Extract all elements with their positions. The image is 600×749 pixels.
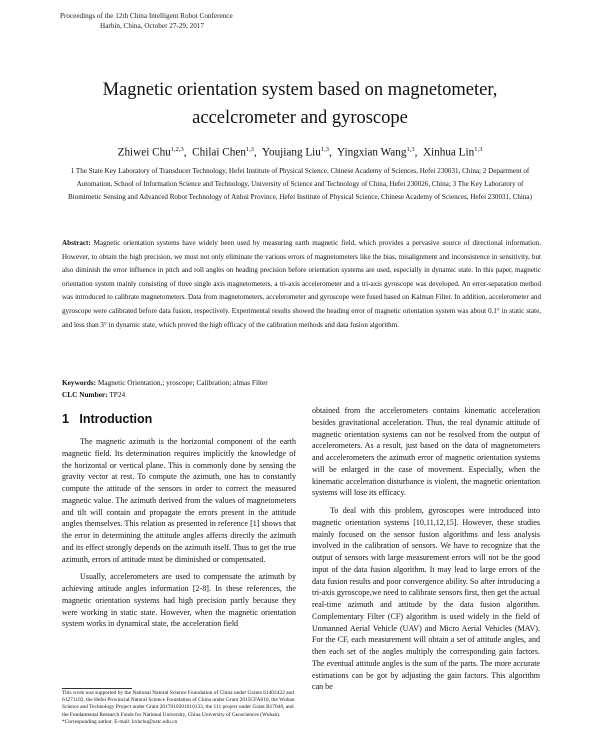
paper-title: [40, 76, 560, 132]
title-line-2: accelcrometer and gyroscope: [192, 108, 408, 128]
footnote: This work was supported by the National Natural Science Foundation of China under Grants 61402422 and 61271102, the Hefei Provincial Natural Science Foundation of China under Grant 2015CFA010, the Wuhan Science and Technology Project under Grant 2017010201010133, the 111 project under Grant B17040, and the Fundamental Research Funds for National University, China University of Geosciences (Wuhan). *Corresponding author. E-mail: lixhchu@ustc.edu.cn: [62, 690, 295, 725]
abstract: [62, 237, 541, 332]
conference-location: Harbin, China, October 27-29, 2017: [100, 22, 204, 30]
author-name: Yingxian Wang: [337, 146, 407, 159]
author-affil-sup: 1,3: [474, 146, 483, 153]
left-column: [62, 410, 296, 636]
section-heading: [62, 410, 296, 428]
title-line-1: Magnetic orientation system based on magnetometer,: [102, 80, 498, 100]
author-affil-sup: 1,2,3: [170, 146, 184, 153]
keywords: [62, 377, 268, 388]
section-number: 1: [62, 412, 69, 426]
section-title: Introduction: [79, 412, 153, 426]
clc-number: [62, 389, 125, 400]
author-affil-sup: 1,3: [245, 146, 255, 153]
clc-label: CLC Number:: [62, 390, 108, 399]
paragraph: The magnetic azimuth is the horizontal component of the earth magnetic field. Its determination requires implicitly the knowledge of the horizontal or vertical plane. This is commonly done by sensing the gravity vector at rest. To compute the azimuth, one has to constantly compute the attitude of the sensors in order to correct the measured magnetic value. The azimuth derived from the values of magnetometers and tilt will contain and propagate the errors present in the attitude angles themselves. This relation as presented in reference [1] shows that the error in determining the attitude angles affects directly the azimuth and its effect strongly depends on the azimuth itself. Thus to get the true azimuth, errors of attitude must be diminished or compensated.: [62, 437, 296, 564]
author-list: Zhiwei Chu$^{1,2,3}$, Chilai Chen$^{1,3}$, Youjiang Liu$^{1,3}$, Yingxian Wang$^{1,3}$, Xinhua Lin$^{1,3}$: [117, 146, 483, 159]
author-affil-sup: 1,3: [320, 146, 330, 153]
footnote-divider: [62, 688, 132, 689]
paragraph: To deal with this problem, gyroscopes were introduced into magnetic orientation systems [10,11,12,15]. However, these studies mainly focused on the sensor fusion algorithms and less analysis involved in the calibration of sensors. We have to recognize that the output of sensors with large measurement errors will not be the good input of the data fusion algorithm. It may lead to large errors of the data fusion results and poor convergence ability. So after introducing a tri-axis gyroscope,we need to calibrate sensors first, then get the actual real-time azimuth and attitude by the data fusion algorithm. Complementary Filter (CF) algorithm is used widely in the field of Unmanned Aerial Vehicle (UAV) and Micro Aerial Vehicles (MAV). For the CF, each measurement will obtain a set of attitude angles, and then each set of the angles multiply the corresponding gain factors. The eventual attitude angles is the sum of the parts. The more accurate estimations can be got by adjusting the gain factors. This algorithm can be: [312, 506, 540, 692]
clc-value: TP24: [109, 390, 126, 399]
affiliations: 1 The State Key Laboratory of Transducer Technology, Hefei Institute of Physical Science, Chinese Academy of Sciences, Hefei 230031, China; 2 Department of Automation, School of Information Science and Technology, University of Science and Technology of China, Hefei 230026, China; 3 The Key Laboratory of Biomimetic Sensing and Advanced Robot Technology of Anhui Province, Hefei Institute of Physical Science, Chinese Academy of Sciences, Hefei 230031, China): [68, 167, 532, 202]
conference-name: Proceedings of the 12th China Intelligent Robot Conference: [60, 12, 233, 20]
author-affil-sup: 1,3: [406, 146, 415, 153]
author-name: Chilai Chen: [192, 146, 246, 159]
author-name: Xinhua Lin: [422, 146, 475, 159]
author-name: Youjiang Liu: [262, 146, 321, 159]
abstract-text: Magnetic orientation systems have widely been used by measuring earth magnetic field, which provides a pervasive source of directional information. However, to obtain the high precision, we must not only eliminate the various errors of magnetometers like the bias, misalignment and inconsistence in sensitivity, but also diminish the error influence in pitch and roll angles on heading precision before orientation systems are used, especially in dynamic state. In this paper, magnetic orientation system mainly consisting of three single axis magnetometers, a tri-axis accelerometer and a tri-axis gyroscope was developed. An error-separation method was introduced to calibrate magnetometers. Data from magnetometers, accelerometer and gyroscope were fused based on Kalman Filter. In addition, accelerometer and gyroscope were calibrated before data fusion, respectively. Experimental results showed the heading error of magnetic orientation system was about 0.1° in static state, and less than 3° in dynamic state, which proved the high efficacy of the calibration methods and data fusion algorithm.: [62, 239, 541, 329]
keywords-label: Keywords:: [62, 378, 97, 387]
paragraph: Usually, accelerometers are used to compensate the azimuth by achieving attitude angles information [2-8]. In these references, the magnetic orientation systems had high precision partly because they were working in static state. However, when the magnetic orientation system works in dynamical state, the acceleration field: [62, 572, 296, 629]
conference-header: [60, 11, 233, 31]
keywords-text: Magnetic Orientation,; yroscope; Calibration; almas Filter: [97, 378, 268, 387]
paragraph: obtained from the accelerometers contains kinematic acceleration besides gravitational acceleration. Thus, the real dynamic attitude of magnetic orientation systems can not be resolved from the output of accelerometers. As a result, just based on the data of magnetometers and accelerometers the azimuth error of magnetic orientation systems will be enlarged in the case of movement. Especially, when the kinematic acceleration disturbance is violent, the magnetic orientation systems will lose its efficacy.: [312, 406, 540, 498]
author-name: Zhiwei Chu: [117, 146, 171, 159]
right-column: [312, 405, 540, 699]
abstract-label: Abstract:: [62, 239, 91, 247]
